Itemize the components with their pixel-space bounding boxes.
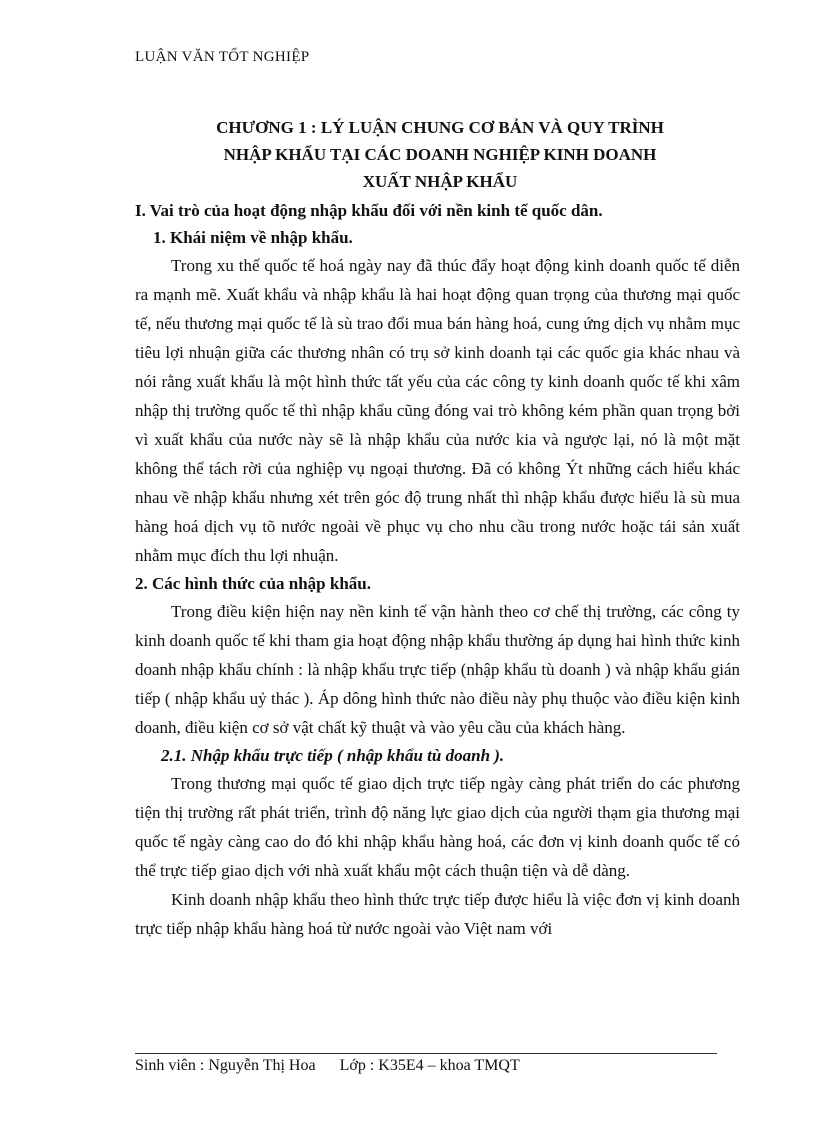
- chapter-title-line-2: NHẬP KHẨU TẠI CÁC DOANH NGHIỆP KINH DOANH: [223, 145, 657, 164]
- paragraph-import-concept: Trong xu thế quốc tế hoá ngày nay đã thúc đẩy hoạt động kinh doanh quốc tế diễn ra mạnh mẽ. Xuất khẩu và nhập khẩu là hai hoạt động quan trọng của thương mại quốc tế, nếu thương mại quốc tế là sù trao đổi mua bán hàng hoá, cung ứng dịch vụ nhằm mục tiêu lợi nhuận giữa các thương nhân có trụ sở kinh doanh tại các quốc gia khác nhau và nói rằng xuất khẩu là một hình thức tất yếu của các công ty kinh doanh quốc tế khi xâm nhập thị trường quốc tế thì nhập khẩu cũng đóng vai trò không kém phần quan trọng bởi vì xuất khẩu của nước này sẽ là nhập khẩu của nước kia và ngược lại, nó là một mặt không thể tách rời của nghiệp vụ ngoại thương. Đã có không Ýt những cách hiểu khác nhau về nhập khẩu nhưng xét trên góc độ trung nhất thì nhập khẩu được hiểu là sù mua hàng hoá dịch vụ tõ nước ngoài về phục vụ cho nhu cầu trong nước hoặc tái sản xuất nhằm mục đích thu lợi nhuận.: [135, 256, 740, 565]
- chapter-title-line-3: XUẤT NHẬP KHẨU: [362, 172, 518, 191]
- page-body: [135, 197, 740, 943]
- subsection-heading-1: 1. Khái niệm về nhập khẩu.: [153, 228, 353, 247]
- subsection-heading-2: 2. Các hình thức của nhập khẩu.: [135, 574, 371, 593]
- paragraph-import-forms: Trong điều kiện hiện nay nền kinh tế vận hành theo cơ chế thị trường, các công ty kinh doanh quốc tế khi tham gia hoạt động nhập khẩu thường áp dụng hai hình thức kinh doanh nhập khẩu chính : là nhập khẩu trực tiếp (nhập khẩu tù doanh ) và nhập khẩu gián tiếp ( nhập khẩu uỷ thác ). Áp dông hình thức nào điều này phụ thuộc vào điều kiện kinh doanh, điều kiện cơ sở vật chất kỹ thuật và vào yêu cầu của khách hàng.: [135, 602, 740, 737]
- chapter-title: [120, 114, 760, 195]
- chapter-title-line-1: CHƯƠNG 1 : LÝ LUẬN CHUNG CƠ BẢN VÀ QUY TRÌNH: [216, 118, 664, 137]
- paragraph-direct-import-1: Trong thương mại quốc tế giao dịch trực tiếp ngày càng phát triển do các phương tiện thị trường rất phát triển, trình độ năng lực giao dịch của người thạm gia thương mại quốc tế ngày càng cao do đó khi nhập khẩu hàng hoá, các đơn vị kinh doanh quốc tế có thể trực tiếp giao dịch với nhà xuất khẩu một cách thuận tiện và dễ dàng.: [135, 774, 740, 880]
- footer-class: Lớp : K35E4 – khoa TMQT: [339, 1057, 520, 1074]
- page-footer: [135, 1057, 520, 1075]
- paragraph-direct-import-2: Kinh doanh nhập khẩu theo hình thức trực tiếp được hiểu là việc đơn vị kinh doanh trực tiếp nhập khẩu hàng hoá từ nước ngoài vào Việt nam với: [135, 890, 740, 938]
- running-header: LUẬN VĂN TỐT NGHIỆP: [135, 49, 310, 65]
- section-heading-1: I. Vai trò của hoạt động nhập khẩu đối với nền kinh tế quốc dân.: [135, 201, 603, 220]
- footer-student: Sinh viên : Nguyễn Thị Hoa: [135, 1057, 316, 1074]
- subsection-heading-2-1: 2.1. Nhập khẩu trực tiếp ( nhập khẩu tù doanh ).: [161, 746, 505, 765]
- footer-divider: [135, 1053, 717, 1054]
